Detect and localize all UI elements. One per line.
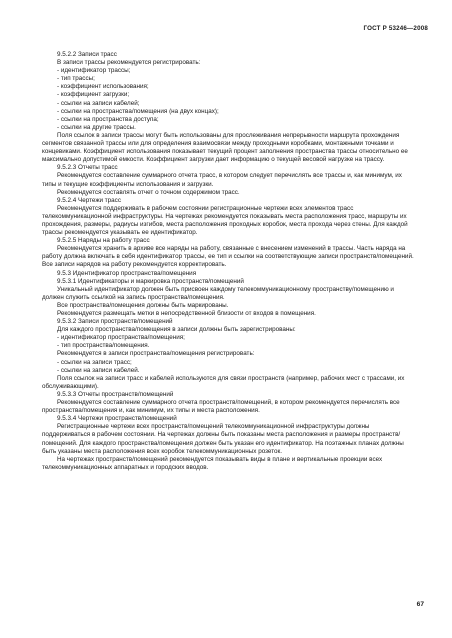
- paragraph: Поля ссылок на записи трасс и кабелей используются для связи пространств (например, рабочих мест с трассами, их обслуживающими).: [42, 374, 405, 390]
- paragraph: Все пространства/помещения должны быть маркированы.: [57, 301, 229, 309]
- paragraph: Рекомендуется поддерживать в рабочем состоянии регистрационные чертежи всех элементов трасс телекоммуникационной инфраструктуры. На чертежах рекомендуется показывать места расположения трасс, маршруты их прохождения, размеры, радиусы изгибов, места расположения проходных коробок, места прохода через стены. Для каждой трассы рекомендуется указывать ее идентификатор.: [42, 204, 408, 237]
- paragraph: - ссылки на записи кабелей.: [57, 366, 140, 374]
- paragraph: - ссылки на пространства/помещения (на двух концах);: [57, 107, 219, 115]
- paragraph: 9.5.3.2 Записи пространств/помещений: [57, 318, 173, 326]
- paragraph: 9.5.2.2 Записи трасс: [57, 51, 117, 58]
- paragraph: - тип трассы;: [57, 75, 95, 83]
- paragraph: - коэффициент загрузки;: [57, 91, 130, 99]
- paragraph: Для каждого пространства/помещения в записи должны быть зарегистрированы:: [57, 326, 296, 334]
- paragraph: - тип пространства/помещения.: [57, 342, 150, 350]
- paragraph: На чертежах пространств/помещений рекомендуется показывать виды в плане и вертикальные проекции всех телекоммуникационных аппаратных и городских вводов.: [42, 455, 383, 471]
- paragraph: Рекомендуется составление суммарного отчета пространств/помещений, в котором рекомендуется перечислять все пространства/помещения и, как минимум, их типы и места расположения.: [42, 399, 400, 415]
- paragraph: 9.5.2.5 Наряды на работу трасс: [57, 237, 150, 245]
- paragraph: Рекомендуется размещать метки в непосредственной близости от входов в помещения.: [57, 310, 316, 317]
- page-number: 67: [416, 601, 424, 608]
- paragraph: - коэффициент использования;: [57, 83, 149, 91]
- paragraph: Рекомендуется хранить в архиве все наряды на работу, связанные с внесением изменений в трассы. Часть наряда на работу должна включать в себя идентификатор трассы, ее тип и ссылки на соответствующие записи пространств/помещений. Все записи нарядов на работу рекомендуется корректировать.: [42, 245, 414, 269]
- paragraph: Рекомендуется составлять отчет о точном содержимом трасс.: [57, 188, 240, 196]
- paragraph: - ссылки на другие трассы.: [57, 123, 136, 131]
- paragraph: Рекомендуется в записи пространства/помещения регистрировать:: [57, 350, 255, 358]
- paragraph: - ссылки на пространства доступа;: [57, 115, 159, 123]
- document-body: [42, 51, 414, 472]
- paragraph: Уникальный идентификатор должен быть присвоен каждому телекоммуникационному пространству/помещению и должен служить ссылкой на запись пространства/помещения.: [42, 285, 394, 301]
- page-header: ГОСТ Р 53246—2008: [363, 25, 428, 32]
- paragraph: Регистрационные чертежи всех пространств/помещений телекоммуникационной инфраструктуры должны поддерживаться в рабочем состоянии. На чертежах должны быть показаны места расположения и размеры пространств/помещений. Для каждого пространства/помещения должен быть указан его идентификатор. На поэтажных планах должны быть указаны места расположения всех коробок телекоммуникационных розеток.: [42, 423, 404, 455]
- paragraph: 9.5.3.3 Отчеты пространств/помещений: [57, 390, 174, 398]
- paragraph: 9.5.2.4 Чертежи трасс: [57, 196, 121, 204]
- paragraph: Поля ссылок в записи трассы могут быть использованы для прослеживания непрерывности маршрута прохождения сегментов связанной трассы или для определения взаимосвязи между проходными коробками, монтажными точками и концевиками. Коэффициент использования показывает текущий процент заполнения пространства трассы относительно ее максимально допустимой емкости. Коэффициент загрузки дает информацию о текущей весовой нагрузке на трассу.: [42, 131, 408, 164]
- paragraph: - идентификатор трассы;: [57, 67, 131, 75]
- paragraph: 9.5.3.1 Идентификаторы и маркировка пространств/помещений: [57, 277, 244, 285]
- paragraph: - ссылки на записи трасс;: [57, 358, 132, 366]
- paragraph: Рекомендуется составление суммарного отчета трасс, в котором следует перечислять все трассы и, как минимум, их типы и текущие коэффициенты использования и загрузки.: [42, 172, 402, 188]
- paragraph: 9.5.3 Идентификатор пространства/помещения: [57, 269, 197, 277]
- paragraph: 9.5.2.3 Отчеты трасс: [57, 164, 118, 172]
- paragraph: 9.5.3.4 Чертежи пространств/помещений: [57, 415, 177, 423]
- paragraph: В записи трассы рекомендуется регистрировать:: [57, 59, 201, 67]
- paragraph: - идентификатор пространства/помещения;: [57, 334, 185, 342]
- paragraph: - ссылки на записи кабелей;: [57, 99, 140, 107]
